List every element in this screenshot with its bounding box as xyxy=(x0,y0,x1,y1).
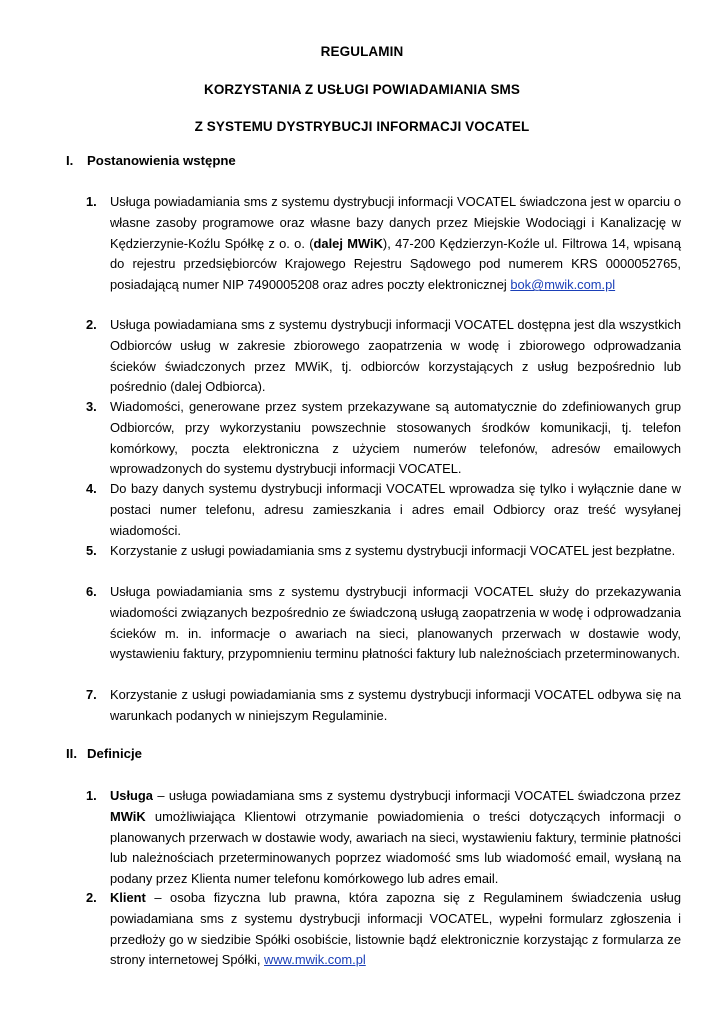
item-text: Usługa – usługa powiadamiana sms z systemu dystrybucji informacji VOCATEL świadczona przez MWiK umożliwiająca Klientowi otrzymanie powiadomienia o treści dotyczących informacji o planowanych przerwach w dostawie wody, awariach na sieci, wystawieniu faktury, terminie płatności lub należnościach przeterminowanych poprzez wiadomość sms lub wiadomość email, wysłaną na podany przez Klienta numer telefonu komórkowego lub adres email. xyxy=(110,788,681,887)
list-item xyxy=(86,582,681,665)
item-number: 5. xyxy=(86,543,97,558)
website-link[interactable]: www.mwik.com.pl xyxy=(264,952,366,968)
list-item xyxy=(86,397,681,480)
definition-term: Klient xyxy=(110,890,146,905)
item-number: 1. xyxy=(86,788,97,803)
abbreviation-bold: MWiK xyxy=(110,808,146,824)
item-number: 7. xyxy=(86,687,97,702)
item-text: Usługa powiadamiania sms z systemu dystrybucji informacji VOCATEL świadczona jest w oparciu o własne zasoby programowe oraz własne bazy danych przez Miejskie Wodociągi i Kanalizację w Kędzierzynie-Koźlu Spółkę z o. o. (dalej MWiK), 47-200 Kędzierzyn-Koźle ul. Filtrowa 14, wpisaną do rejestru przedsiębiorców Krajowego Rejestru Sądowego pod numerem KRS 0000052765, posiadającą numer NIP 7490005208 oraz adres poczty elektronicznej bok@mwik.com.pl xyxy=(110,194,682,293)
item-text: Do bazy danych systemu dystrybucji informacji VOCATEL wprowadza się tylko i wyłącznie dane w postaci numer telefonu, adresu zamieszkania i adres email Odbiorcy oraz treść wysyłanej wiadomości. xyxy=(110,481,681,538)
list-item xyxy=(86,192,681,296)
document-subtitle-system: Z SYSTEMU DYSTRYBUCJI INFORMACJI VOCATEL xyxy=(194,119,530,134)
list-item xyxy=(86,315,681,398)
item-text: Usługa powiadamiana sms z systemu dystrybucji informacji VOCATEL dostępna jest dla wszystkich Odbiorców usług w zakresie zbiorowego zaopatrzenia w wodę i zbiorowego odprowadzania ścieków świadczonych przez MWiK, tj. odbiorców korzystających z usług bezpośrednio lub pośrednio (dalej Odbiorca). xyxy=(110,317,681,395)
item-text: Usługa powiadamiania sms z systemu dystrybucji informacji VOCATEL służy do przekazywania wiadomości związanych bezpośrednio ze świadczoną usługą zaopatrzenia w wodę i odprowadzania ścieków m. in. informacje o awariach na sieci, planowanych przerwach w dostawie wody, wystawieniu faktury, przypomnieniu terminu płatności faktury lub należnościach przeterminowanych. xyxy=(110,584,681,662)
definition-term: Usługa xyxy=(110,788,153,803)
abbreviation-bold: dalej MWiK xyxy=(313,235,383,251)
item-text: Korzystanie z usługi powiadamiania sms z systemu dystrybucji informacji VOCATEL jest bezpłatne. xyxy=(110,543,676,558)
item-number: 3. xyxy=(86,399,97,414)
section-number: I. xyxy=(66,153,74,168)
email-link[interactable]: bok@mwik.com.pl xyxy=(510,277,616,293)
list-item xyxy=(86,541,681,562)
list-item xyxy=(86,888,681,971)
section-number: II. xyxy=(66,746,77,761)
section-title: Definicje xyxy=(87,746,142,761)
item-text: Korzystanie z usługi powiadamiania sms z systemu dystrybucji informacji VOCATEL odbywa się na warunkach podanych w niniejszym Regulaminie. xyxy=(110,687,681,723)
section-heading-2 xyxy=(66,746,142,761)
list-item xyxy=(86,786,681,890)
item-number: 1. xyxy=(86,194,97,209)
section-heading-1 xyxy=(66,153,236,168)
item-number: 4. xyxy=(86,481,97,496)
list-item xyxy=(86,685,681,727)
item-number: 6. xyxy=(86,584,97,599)
item-number: 2. xyxy=(86,317,97,332)
section-title: Postanowienia wstępne xyxy=(87,153,236,168)
item-text: Wiadomości, generowane przez system przekazywane są automatycznie do zdefiniowanych grup Odbiorców, przy wykorzystaniu powszechnie stosowanych środków komunikacji, tj. telefon komórkowy, poczta elektroniczna z użyciem numerów telefonów, adresów emailowych wprowadzonych do systemu dystrybucji informacji VOCATEL. xyxy=(110,399,681,477)
document-subtitle: KORZYSTANIA Z USŁUGI POWIADAMIANIA SMS xyxy=(203,82,521,97)
item-number: 2. xyxy=(86,890,97,905)
list-item xyxy=(86,479,681,541)
item-text: Klient – osoba fizyczna lub prawna, która zapozna się z Regulaminem świadczenia usług powiadamiana sms z systemu dystrybucji informacji VOCATEL, wypełni formularz zgłoszenia i przedłoży go w siedzibie Spółki osobiście, listownie bądź elektronicznie korzystając z formularza ze strony internetowej Spółki, www.mwik.com.pl xyxy=(110,890,681,968)
document-title: REGULAMIN xyxy=(320,44,404,59)
